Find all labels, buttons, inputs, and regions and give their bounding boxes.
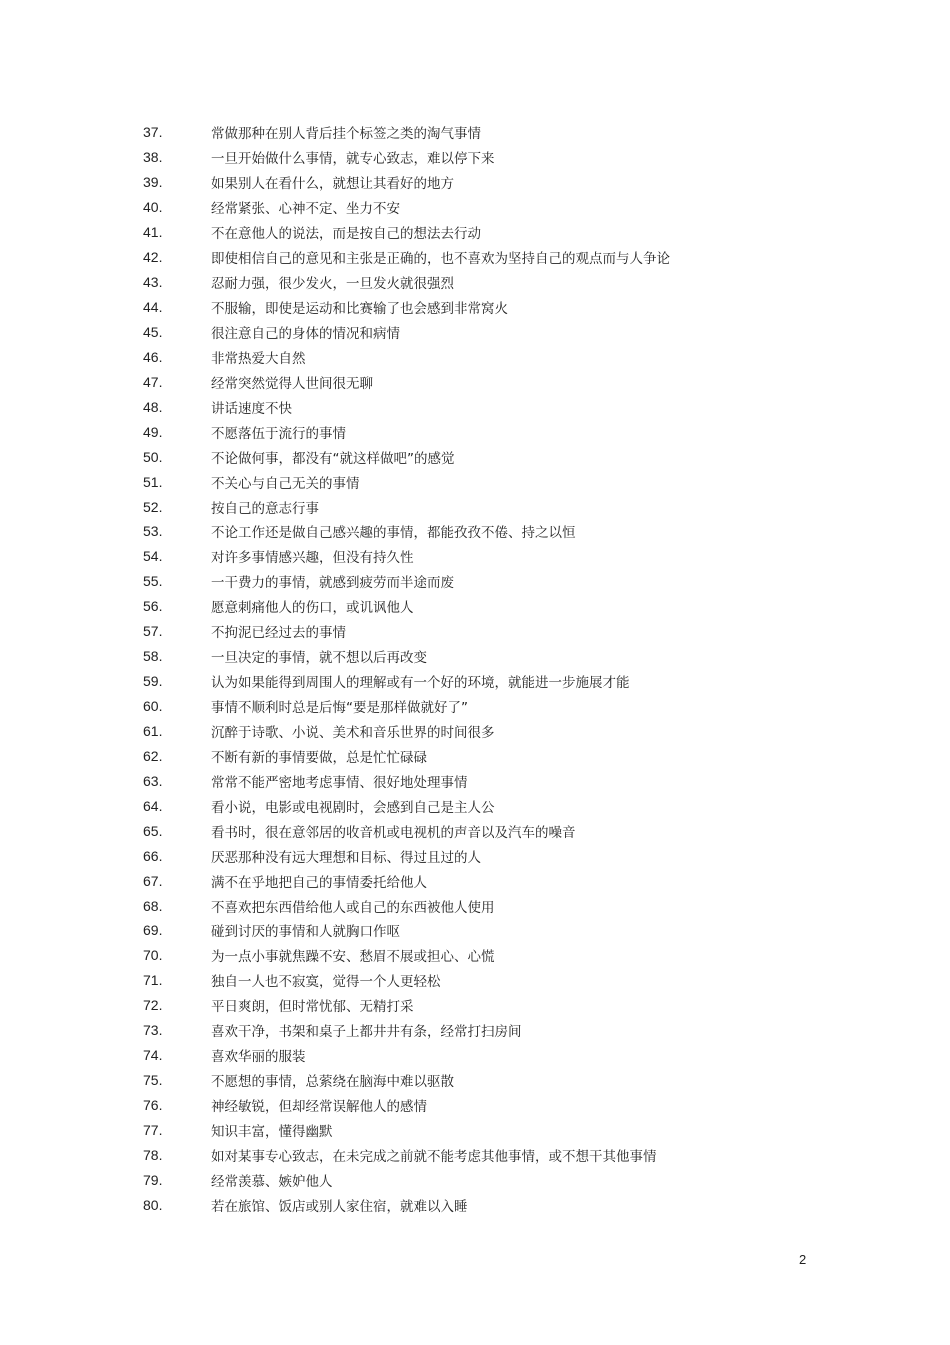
item-number: 63. [143, 772, 163, 789]
item-number: 65. [143, 822, 163, 839]
item-text: 讲话速度不快 [211, 400, 292, 417]
item-text: 平日爽朗，但时常忧郁、无精打采 [211, 999, 414, 1016]
list-item [143, 170, 843, 195]
item-number: 74. [143, 1047, 163, 1064]
item-number: 78. [143, 1146, 163, 1163]
list-item [143, 1018, 843, 1043]
item-number: 66. [143, 847, 163, 864]
item-number: 40. [143, 199, 163, 216]
list-item [143, 1093, 843, 1118]
item-text: 经常突然觉得人世间很无聊 [211, 375, 373, 392]
item-text: 非常热爱大自然 [211, 350, 306, 367]
item-number: 76. [143, 1097, 163, 1114]
item-number: 67. [143, 872, 163, 889]
item-number: 56. [143, 598, 163, 615]
list-item [143, 494, 843, 519]
item-number: 80. [143, 1196, 163, 1213]
list-item [143, 1118, 843, 1143]
list-item [143, 594, 843, 619]
list-item [143, 1142, 843, 1167]
item-number: 41. [143, 224, 163, 241]
list-item [143, 793, 843, 818]
item-text: 一旦开始做什么事情，就专心致志，难以停下来 [211, 151, 495, 168]
item-text: 看书时，很在意邻居的收音机或电视机的声音以及汽车的噪音 [211, 824, 576, 841]
item-text: 一旦决定的事情，就不想以后再改变 [211, 650, 427, 667]
item-text: 不断有新的事情要做，总是忙忙碌碌 [211, 749, 427, 766]
item-number: 44. [143, 299, 163, 316]
item-number: 48. [143, 398, 163, 415]
list-item [143, 743, 843, 768]
item-text: 如对某事专心致志，在未完成之前就不能考虑其他事情，或不想干其他事情 [211, 1148, 657, 1165]
item-number: 62. [143, 747, 163, 764]
item-number: 71. [143, 972, 163, 989]
item-number: 77. [143, 1121, 163, 1138]
list-item [143, 145, 843, 170]
item-number: 70. [143, 947, 163, 964]
item-number: 64. [143, 797, 163, 814]
item-text: 愿意刺痛他人的伤口，或讥讽他人 [211, 600, 414, 617]
item-text: 神经敏锐，但却经常误解他人的感情 [211, 1099, 427, 1116]
item-number: 47. [143, 373, 163, 390]
item-number: 43. [143, 274, 163, 291]
list-item [143, 644, 843, 669]
list-item [143, 694, 843, 719]
item-text: 不喜欢把东西借给他人或自己的东西被他人使用 [211, 899, 495, 916]
item-text: 一干费力的事情，就感到疲劳而半途而废 [211, 575, 454, 592]
item-text: 知识丰富，懂得幽默 [211, 1123, 333, 1140]
item-number: 73. [143, 1022, 163, 1039]
item-text: 对许多事情感兴趣，但没有持久性 [211, 550, 414, 567]
item-number: 49. [143, 423, 163, 440]
item-text: 若在旅馆、饭店或别人家住宿，就难以入睡 [211, 1198, 468, 1215]
list-item [143, 394, 843, 419]
item-number: 38. [143, 149, 163, 166]
item-text: 常常不能严密地考虑事情、很好地处理事情 [211, 774, 468, 791]
item-number: 59. [143, 673, 163, 690]
item-text: 不愿落伍于流行的事情 [211, 425, 346, 442]
item-number: 72. [143, 997, 163, 1014]
item-number: 75. [143, 1072, 163, 1089]
item-number: 60. [143, 698, 163, 715]
list-item [143, 768, 843, 793]
item-number: 57. [143, 623, 163, 640]
item-text: 不论工作还是做自己感兴趣的事情，都能孜孜不倦、持之以恒 [211, 525, 576, 542]
item-text: 事情不顺利时总是后悔“要是那样做就好了” [211, 700, 468, 717]
list-item [143, 344, 843, 369]
item-text: 满不在乎地把自己的事情委托给他人 [211, 874, 427, 891]
list-item [143, 569, 843, 594]
item-text: 按自己的意志行事 [211, 500, 319, 517]
list-item [143, 1192, 843, 1217]
question-list [143, 120, 843, 1217]
list-item [143, 943, 843, 968]
item-text: 喜欢干净，书架和桌子上都井井有条，经常打扫房间 [211, 1024, 522, 1041]
item-number: 61. [143, 722, 163, 739]
list-item [143, 719, 843, 744]
list-item [143, 893, 843, 918]
item-text: 厌恶那种没有远大理想和目标、得过且过的人 [211, 849, 481, 866]
list-item [143, 1068, 843, 1093]
item-text: 不拘泥已经过去的事情 [211, 625, 346, 642]
item-text: 认为如果能得到周围人的理解或有一个好的环境，就能进一步施展才能 [211, 675, 630, 692]
item-text: 很注意自己的身体的情况和病情 [211, 325, 400, 342]
item-number: 42. [143, 249, 163, 266]
item-number: 50. [143, 448, 163, 465]
list-item [143, 270, 843, 295]
item-number: 58. [143, 648, 163, 665]
list-item [143, 469, 843, 494]
list-item [143, 245, 843, 270]
list-item [143, 295, 843, 320]
item-text: 不关心与自己无关的事情 [211, 475, 360, 492]
list-item [143, 918, 843, 943]
item-text: 喜欢华丽的服装 [211, 1049, 306, 1066]
item-text: 经常紧张、心神不定、坐力不安 [211, 201, 400, 218]
list-item [143, 120, 843, 145]
list-item [143, 1043, 843, 1068]
item-number: 46. [143, 348, 163, 365]
item-number: 68. [143, 897, 163, 914]
item-text: 经常羡慕、嫉妒他人 [211, 1173, 333, 1190]
item-text: 即使相信自己的意见和主张是正确的，也不喜欢为坚持自己的观点而与人争论 [211, 251, 670, 268]
page-number: 2 [799, 1252, 807, 1267]
item-text: 不服输，即使是运动和比赛输了也会感到非常窝火 [211, 301, 508, 318]
item-text: 忍耐力强，很少发火，一旦发火就很强烈 [211, 276, 454, 293]
item-number: 54. [143, 548, 163, 565]
item-text: 看小说，电影或电视剧时，会感到自己是主人公 [211, 799, 495, 816]
list-item [143, 868, 843, 893]
list-item [143, 220, 843, 245]
item-number: 51. [143, 473, 163, 490]
list-item [143, 669, 843, 694]
list-item [143, 968, 843, 993]
item-number: 53. [143, 523, 163, 540]
list-item [143, 419, 843, 444]
list-item [143, 1167, 843, 1192]
item-text: 为一点小事就焦躁不安、愁眉不展或担心、心慌 [211, 949, 495, 966]
item-text: 独自一人也不寂寞，觉得一个人更轻松 [211, 974, 441, 991]
list-item [143, 619, 843, 644]
item-number: 39. [143, 174, 163, 191]
item-text: 不论做何事，都没有“就这样做吧”的感觉 [211, 450, 455, 467]
list-item [143, 544, 843, 569]
list-item [143, 444, 843, 469]
list-item [143, 993, 843, 1018]
list-item [143, 843, 843, 868]
item-number: 37. [143, 124, 163, 141]
list-item [143, 369, 843, 394]
item-number: 79. [143, 1171, 163, 1188]
list-item [143, 519, 843, 544]
item-number: 52. [143, 498, 163, 515]
item-text: 常做那种在别人背后挂个标签之类的淘气事情 [211, 126, 481, 143]
list-item [143, 320, 843, 345]
item-text: 不在意他人的说法，而是按自己的想法去行动 [211, 226, 481, 243]
item-text: 不愿想的事情，总萦绕在脑海中难以驱散 [211, 1074, 454, 1091]
item-text: 沉醉于诗歌、小说、美术和音乐世界的时间很多 [211, 724, 495, 741]
item-text: 如果别人在看什么，就想让其看好的地方 [211, 176, 454, 193]
list-item [143, 818, 843, 843]
list-item [143, 195, 843, 220]
item-number: 69. [143, 922, 163, 939]
item-text: 碰到讨厌的事情和人就胸口作呕 [211, 924, 400, 941]
item-number: 55. [143, 573, 163, 590]
item-number: 45. [143, 323, 163, 340]
